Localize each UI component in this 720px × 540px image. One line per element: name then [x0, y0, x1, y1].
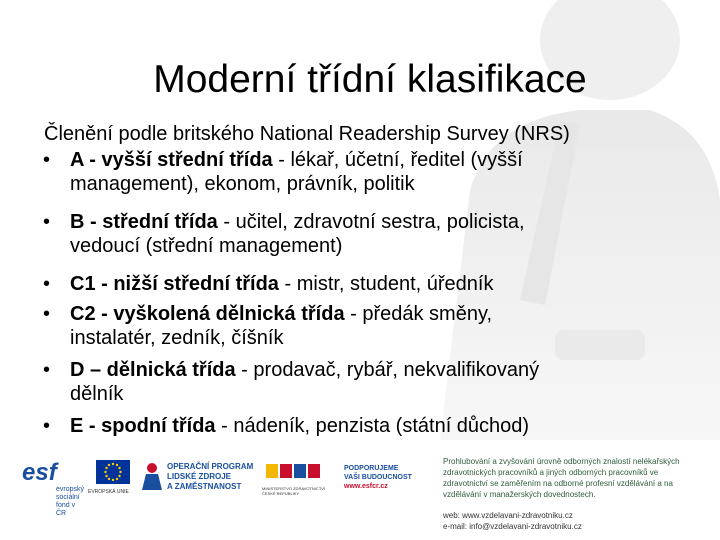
- occupations: mistr, student, úředník: [296, 273, 494, 295]
- project-description: Prohlubování a zvyšování úrovně odborných znalostí nelékařských zdravotnických pracovníků a jiných odborných pracovníků ve zdravotnictví se zaměřením na odborné profesní vzdělávání a na vzdělávání v manažerských dovednostech.: [443, 457, 680, 499]
- op-lzz-logo: OPERAČNÍ PROGRAM LIDSKÉ ZDROJE A ZAMĚSTNANOST: [140, 458, 250, 498]
- footer-logos: [0, 448, 720, 540]
- occupations-continued: vedoucí (střední management): [70, 235, 343, 257]
- class-label: E - spodní třída: [70, 415, 216, 437]
- eu-flag-icon: [96, 460, 130, 484]
- ministry-logo: MINISTERSTVO ZDRAVOTNICTVÍ ČESKÉ REPUBLIKY: [262, 458, 334, 498]
- support-line1: PODPORUJEME: [344, 465, 399, 472]
- intro-text: Členění podle britského National Readership Survey (NRS): [44, 123, 570, 145]
- esf-caption: evropský: [56, 486, 85, 493]
- contact-info: [443, 510, 582, 532]
- esf-logo: esf evropský sociální fond v ČR: [22, 459, 85, 517]
- email-link[interactable]: e-mail: info@vzdelavani-zdravotniku.cz: [443, 522, 582, 531]
- bullet-icon: •: [43, 359, 51, 381]
- class-label: D – dělnická třída: [70, 359, 236, 381]
- op-symbol-icon: [140, 462, 164, 492]
- occupations-continued: dělník: [70, 383, 124, 405]
- class-label: C1 - nižší střední třída: [70, 273, 279, 295]
- esf-mark: esf: [22, 459, 57, 486]
- op-line1: OPERAČNÍ PROGRAM: [167, 462, 254, 471]
- slide-title: Moderní třídní klasifikace: [153, 58, 587, 101]
- ministry-line1: MINISTERSTVO ZDRAVOTNICTVÍ: [262, 486, 326, 491]
- bullet-icon: •: [43, 211, 51, 233]
- occupations: nádeník, penzista (státní důchod): [233, 415, 530, 437]
- bullet-icon: •: [43, 303, 51, 325]
- eu-flag-logo: [88, 460, 130, 495]
- occupations-continued: management), ekonom, právník, politik: [70, 173, 415, 195]
- occupations-continued: instalatér, zedník, číšník: [70, 327, 284, 349]
- occupations: lékař, účetní, ředitel (vyšší: [290, 149, 523, 171]
- bullet-icon: •: [43, 149, 51, 171]
- ministry-symbol-icon: [266, 460, 328, 482]
- bullet-icon: •: [43, 415, 51, 437]
- bullet-icon: •: [43, 273, 51, 295]
- occupations: předák směny,: [362, 303, 493, 325]
- occupations: prodavač, rybář, nekvalifikovaný: [253, 359, 540, 381]
- occupations: učitel, zdravotní sestra, policista,: [235, 211, 525, 233]
- support-logo: PODPORUJEME VAŠI BUDOUCNOST www.esfcr.cz: [344, 460, 430, 500]
- eu-caption: EVROPSKÁ UNIE: [88, 489, 129, 495]
- web-link[interactable]: web: www.vzdelavani-zdravotniku.cz: [443, 511, 573, 520]
- class-label: B - střední třída: [70, 211, 218, 233]
- class-label: C2 - vyškolená dělnická třída: [70, 303, 345, 325]
- class-label: A - vyšší střední třída: [70, 149, 273, 171]
- support-url: www.esfcr.cz: [344, 483, 388, 490]
